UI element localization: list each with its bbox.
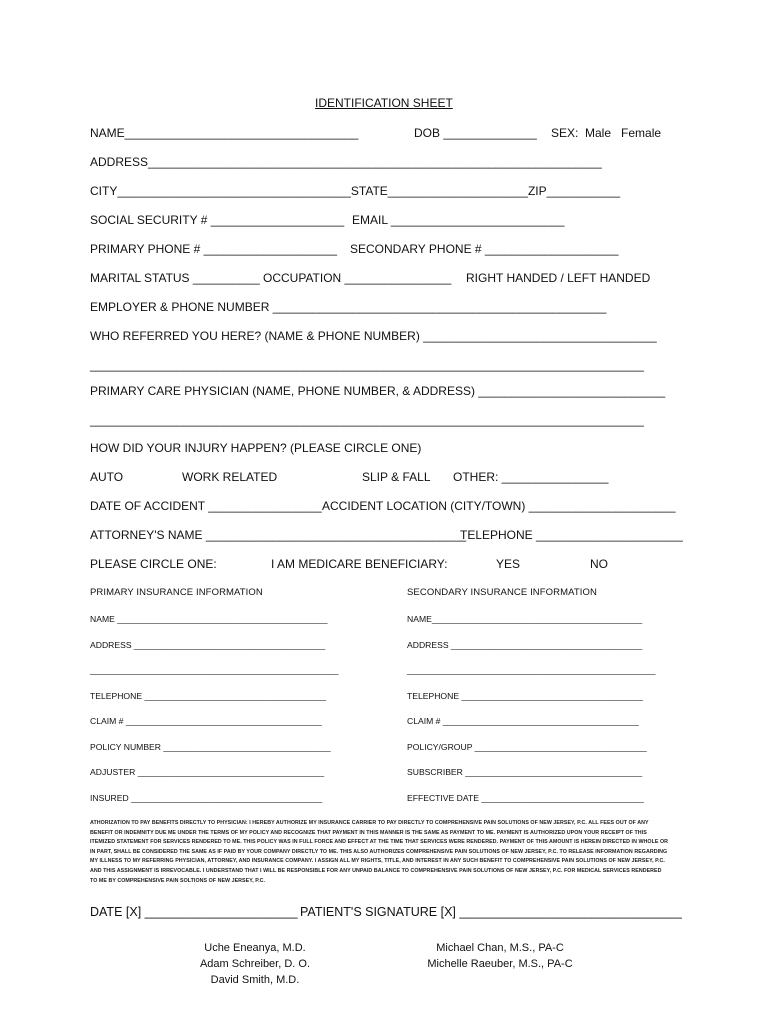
- secondary-insurance-subscriber[interactable]: SUBSCRIBER _____________________________________: [407, 767, 643, 777]
- patient-signature-field[interactable]: PATIENT'S SIGNATURE [X] ________________________________: [300, 905, 682, 919]
- pcp-field[interactable]: PRIMARY CARE PHYSICIAN (NAME, PHONE NUMBER, & ADDRESS) ____________________________: [90, 384, 666, 398]
- circle-one-label: PLEASE CIRCLE ONE:: [90, 557, 217, 571]
- secondary-phone-field[interactable]: SECONDARY PHONE # ____________________: [350, 242, 619, 256]
- secondary-insurance-claim[interactable]: CLAIM # _________________________________________: [407, 716, 639, 726]
- primary-insurance-claim[interactable]: CLAIM # _________________________________________: [90, 716, 322, 726]
- referred-by-line-2[interactable]: ___________________________________________________________________________________: [90, 358, 644, 372]
- provider-name: Uche Eneanya, M.D.: [204, 942, 306, 954]
- secondary-insurance-heading: SECONDARY INSURANCE INFORMATION: [407, 587, 597, 598]
- page-title: IDENTIFICATION SHEET: [315, 96, 453, 110]
- marital-status-field[interactable]: MARITAL STATUS __________: [90, 271, 260, 285]
- primary-insurance-address[interactable]: ADDRESS ________________________________________: [90, 640, 326, 650]
- pcp-line-2[interactable]: ___________________________________________________________________________________: [90, 413, 644, 427]
- injury-question: HOW DID YOUR INJURY HAPPEN? (PLEASE CIRCLE ONE): [90, 441, 422, 455]
- signature-date-field[interactable]: DATE [X] ______________________: [90, 905, 298, 919]
- option-work-related[interactable]: WORK RELATED: [182, 470, 278, 484]
- secondary-insurance-policy-group[interactable]: POLICY/GROUP ____________________________________: [407, 742, 647, 752]
- secondary-insurance-effective-date[interactable]: EFFECTIVE DATE __________________________________: [407, 793, 644, 803]
- attorney-name-field[interactable]: ATTORNEY'S NAME _______________________________________: [90, 528, 467, 542]
- ssn-field[interactable]: SOCIAL SECURITY # ____________________: [90, 213, 345, 227]
- medicare-yes-option[interactable]: YES: [496, 557, 521, 571]
- provider-name: David Smith, M.D.: [210, 974, 300, 986]
- option-slip-fall[interactable]: SLIP & FALL: [362, 470, 431, 484]
- primary-insurance-insured[interactable]: INSURED ________________________________________: [90, 793, 323, 803]
- provider-name: Michelle Raeuber, M.S., PA-C: [427, 958, 573, 970]
- primary-insurance-telephone[interactable]: TELEPHONE ______________________________________: [90, 691, 327, 701]
- address-field[interactable]: ADDRESS____________________________________________________________________: [90, 155, 602, 169]
- employer-field[interactable]: EMPLOYER & PHONE NUMBER __________________________________________________: [90, 300, 607, 314]
- accident-location-field[interactable]: ACCIDENT LOCATION (CITY/TOWN) ______________________: [322, 499, 676, 513]
- dob-field[interactable]: DOB ______________: [414, 126, 537, 140]
- secondary-insurance-name[interactable]: NAME____________________________________________: [407, 614, 643, 624]
- primary-insurance-address-2[interactable]: ____________________________________________________: [90, 665, 339, 675]
- medicare-label: I AM MEDICARE BENEFICIARY:: [271, 557, 448, 571]
- option-auto[interactable]: AUTO: [90, 470, 124, 484]
- providers-right: [420, 940, 580, 972]
- secondary-insurance-address-2[interactable]: ____________________________________________________: [407, 665, 656, 675]
- providers-left: [185, 940, 325, 988]
- accident-date-field[interactable]: DATE OF ACCIDENT _________________: [90, 499, 322, 513]
- attorney-telephone-field[interactable]: TELEPHONE ______________________: [460, 528, 683, 542]
- primary-insurance-name[interactable]: NAME ____________________________________________: [90, 614, 328, 624]
- sex-field[interactable]: SEX: Male Female: [551, 126, 662, 140]
- email-field[interactable]: EMAIL __________________________: [352, 213, 565, 227]
- primary-insurance-policy-number[interactable]: POLICY NUMBER ___________________________________: [90, 742, 331, 752]
- secondary-insurance-address[interactable]: ADDRESS ________________________________________: [407, 640, 643, 650]
- name-field[interactable]: NAME___________________________________: [90, 126, 359, 140]
- city-state-zip-field[interactable]: CITY___________________________________STATE_____________________ZIP___________: [90, 184, 621, 198]
- referred-by-field[interactable]: WHO REFERRED YOU HERE? (NAME & PHONE NUMBER) ___________________________________: [90, 329, 657, 343]
- secondary-insurance-telephone[interactable]: TELEPHONE ______________________________________: [407, 691, 644, 701]
- occupation-field[interactable]: OCCUPATION ________________: [263, 271, 452, 285]
- handedness-option[interactable]: RIGHT HANDED / LEFT HANDED: [466, 271, 651, 285]
- medicare-no-option[interactable]: NO: [590, 557, 608, 571]
- primary-insurance-adjuster[interactable]: ADJUSTER _______________________________________: [90, 767, 325, 777]
- authorization-text: ATHORIZATION TO PAY BENEFITS DIRECTLY TO PHYSICIAN: I HEREBY AUTHORIZE MY INSURANCE CARRIER TO PAY DIRECTLY TO COMPREHENSIVE PAIN SOLUTIONS OF NEW JERSEY, P.C. ALL FEES OUT OF ANY BENEFIT OR INDEMNITY DUE ME UNDER THE TERMS OF MY POLICY AND RECOGNIZE THAT PAYMENT IN THIS MANNER IS THE SAME AS PAYMENT TO ME. PAYMENT IS AUTHORIZED UPON YOUR RECEIPT OF THIS ITEMIZED STATEMENT FOR SERVICES RENDERED TO ME. THIS POLICY WAS IN FULL FORCE AND EFFECT AT THE TIME THAT SERVICES WERE RENDERED. PAYMENT OF THIS AMOUNT IS HEREIN DIRECTED IN WHOLE OR IN PART, SHALL BE CONSIDERED THE SAME AS IF PAID BY YOUR COMPANY DIRECTLY TO ME. THIS ALSO AUTHORIZES COMPREHENSIVE PAIN SOLUTIONS OF NEW JERSEY, P.C. TO RELEASE INFORMATION REGARDING MY ILLNESS TO MY REFERRING PHYSICIAN, ATTORNEY, AND INSURANCE COMPANY. I ASSIGN ALL MY RIGHTS, TITLE, AND INTEREST IN ANY SUCH BENEFIT TO COMPREHENSIVE PAIN SOLUTIONS OF NEW JERSEY, P.C. AND THIS ASSIGNMENT IS IRREVOCABLE. I UNDERSTAND THAT I WILL BE RESPONSIBLE FOR ANY UNPAID BALANCE TO COMPREHENSIVE PAIN SOLUTIONS OF NEW JERSEY, P.C. FOR MEDICAL SERVICES RENDERED TO ME BY COMPREHENSIVE PAIN SOLTIONS OF NEW JERSEY, P.C.: [90, 820, 669, 884]
- primary-phone-field[interactable]: PRIMARY PHONE # ____________________: [90, 242, 338, 256]
- option-other[interactable]: OTHER: ________________: [453, 470, 609, 484]
- provider-name: Michael Chan, M.S., PA-C: [436, 942, 564, 954]
- primary-insurance-heading: PRIMARY INSURANCE INFORMATION: [90, 587, 263, 598]
- provider-name: Adam Schreiber, D. O.: [199, 958, 311, 970]
